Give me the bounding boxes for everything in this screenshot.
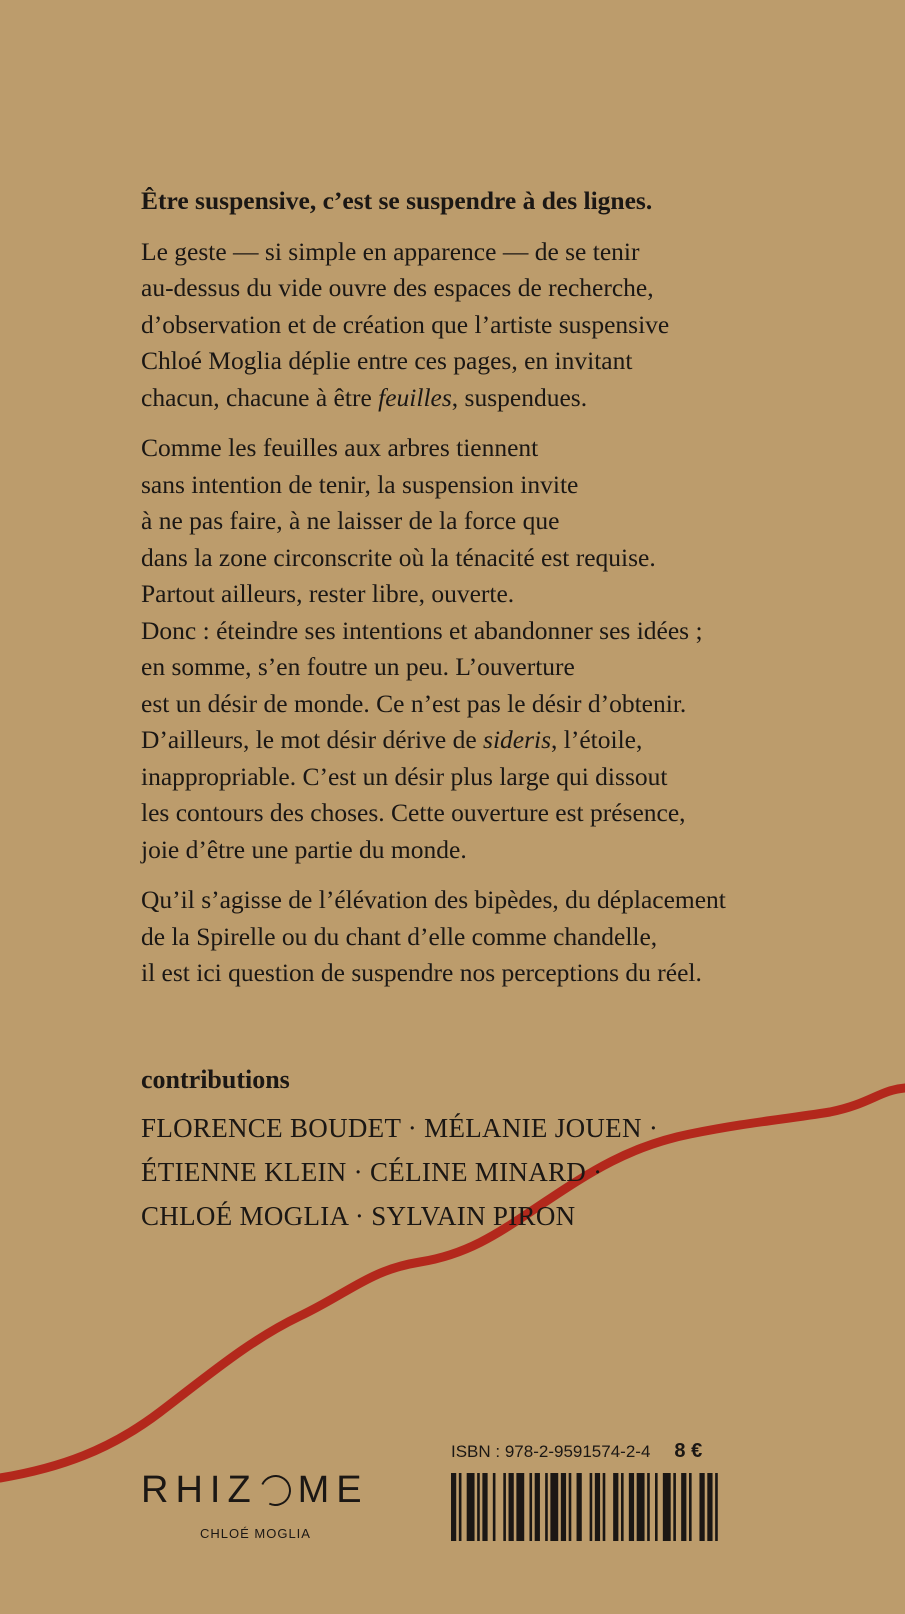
- contributors-line: FLORENCE BOUDET · MÉLANIE JOUEN ·: [141, 1113, 659, 1143]
- author-name: CHLOÉ MOGLIA: [200, 1526, 311, 1541]
- text-line: les contours des choses. Cette ouverture est présence,: [141, 798, 686, 827]
- contributions-title: contributions: [141, 1065, 290, 1094]
- publisher-logo: [141, 1468, 376, 1512]
- text-line: joie d’être une partie du monde.: [141, 834, 467, 864]
- contributors-line: ÉTIENNE KLEIN · CÉLINE MINARD ·: [141, 1157, 603, 1187]
- text-line: de la Spirelle ou du chant d’elle comme chandelle,: [141, 921, 658, 951]
- text-segment: chacun, chacune à être: [141, 382, 379, 412]
- text-line: d’observation et de création que l’artiste suspensive: [141, 309, 670, 339]
- headline: Être suspensive, c’est se suspendre à des lignes.: [141, 186, 653, 215]
- blurb-paragraph-2: [141, 430, 841, 868]
- isbn: ISBN : 978-2-9591574-2-4: [451, 1442, 651, 1461]
- text-line: Qu’il s’agisse de l’élévation des bipèdes, du déplacement: [141, 885, 726, 914]
- text-line: il est ici question de suspendre nos perceptions du réel.: [141, 958, 702, 987]
- text-segment: D’ailleurs, le mot désir dérive de: [141, 725, 484, 754]
- logo-ring-icon: [255, 1470, 295, 1510]
- text-line: au-dessus du vide ouvre des espaces de recherche,: [141, 273, 654, 302]
- text-line: à ne pas faire, à ne laisser de la force que: [141, 506, 560, 535]
- text-line: dans la zone circonscrite où la ténacité est requise.: [141, 542, 656, 572]
- publisher-block: [141, 1468, 376, 1541]
- isbn-price-row: [451, 1440, 731, 1463]
- text-line: Donc : éteindre ses intentions et abandonner ses idées ;: [141, 615, 703, 645]
- text-line: Le geste — si simple en apparence — de se tenir: [141, 236, 640, 266]
- text-line: inappropriable. C’est un désir plus large qui dissout: [141, 761, 668, 791]
- contributions-section: [141, 1062, 861, 1238]
- barcode-icon: [451, 1473, 723, 1541]
- text-line: en somme, s’en foutre un peu. L’ouverture: [141, 652, 575, 681]
- text-line: Chloé Moglia déplie entre ces pages, en invitant: [141, 346, 633, 375]
- text-line: [141, 380, 841, 417]
- italic-word: sideris: [483, 725, 552, 754]
- price: 8 €: [674, 1440, 703, 1462]
- blurb: [141, 183, 841, 1006]
- contributors-line: CHLOÉ MOGLIA · SYLVAIN PIRON: [141, 1201, 576, 1231]
- text-line: Comme les feuilles aux arbres tiennent: [141, 433, 539, 462]
- blurb-paragraph-3: [141, 882, 841, 992]
- logo-text-right: ME: [297, 1469, 369, 1511]
- logo-text-left: RHIZ: [141, 1469, 258, 1511]
- text-line: est un désir de monde. Ce n’est pas le désir d’obtenir.: [141, 688, 687, 718]
- blurb-paragraph-1: [141, 234, 841, 417]
- text-line: [141, 722, 841, 759]
- text-line: sans intention de tenir, la suspension invite: [141, 469, 579, 499]
- text-line: Partout ailleurs, rester libre, ouverte.: [141, 579, 515, 608]
- text-segment: , suspendues.: [451, 382, 588, 412]
- italic-word: feuilles: [378, 382, 452, 412]
- text-segment: , l’étoile,: [551, 725, 643, 754]
